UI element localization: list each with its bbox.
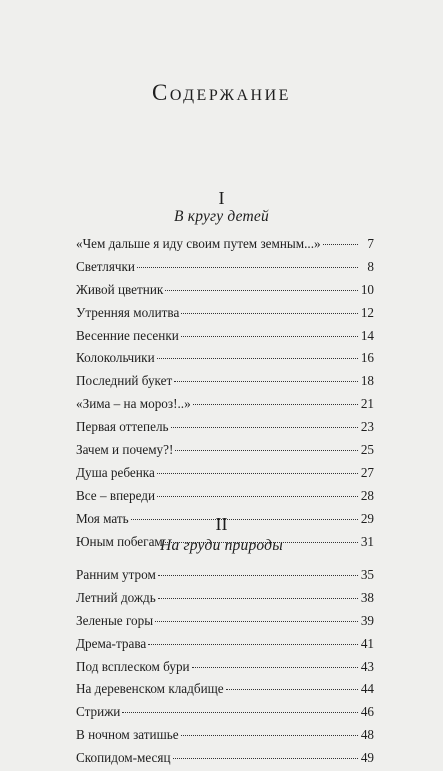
- toc-entry: [76, 370, 374, 393]
- entry-page-number: 38: [360, 589, 374, 605]
- toc-entry: [76, 564, 374, 587]
- entry-title: Стрижи: [76, 704, 121, 720]
- entry-page-number: 27: [360, 464, 374, 480]
- entry-title: Зачем и почему?!: [76, 442, 174, 458]
- entry-page-number: 44: [360, 681, 374, 697]
- toc-entry: [76, 701, 374, 724]
- entry-title: На деревенском кладбище: [76, 681, 224, 697]
- toc-entry: [76, 439, 374, 462]
- dot-leader: [158, 575, 358, 576]
- entry-page-number: 43: [360, 658, 374, 674]
- entry-title: «Зима – на мороз!..»: [76, 396, 191, 412]
- entry-page-number: 48: [360, 727, 374, 743]
- toc-entry: [76, 302, 374, 325]
- section-title: На груди природы: [160, 537, 283, 554]
- entry-title: Первая оттепель: [76, 419, 169, 435]
- entry-page-number: 10: [360, 281, 374, 297]
- entry-title: Утренняя молитва: [76, 304, 180, 320]
- entry-title: Летний дождь: [76, 589, 156, 605]
- toc-entry: [76, 747, 374, 770]
- entry-page-number: 29: [360, 510, 374, 526]
- section-title: В кругу детей: [174, 208, 269, 225]
- toc-entry: [76, 485, 374, 508]
- toc-entry: [76, 462, 374, 485]
- dot-leader: [173, 758, 358, 759]
- entry-title: Последний букет: [76, 373, 173, 389]
- dot-leader: [192, 667, 358, 668]
- toc-entry: [76, 416, 374, 439]
- toc-entry: [76, 393, 374, 416]
- toc-entry: [76, 233, 374, 256]
- entry-page-number: 46: [360, 704, 374, 720]
- entry-title: Душа ребенка: [76, 464, 155, 480]
- entry-title: Скопидом-месяц: [76, 750, 171, 766]
- dot-leader: [148, 644, 358, 645]
- entry-page-number: 18: [360, 373, 374, 389]
- entry-page-number: 31: [360, 533, 374, 549]
- entry-title: Колокольчики: [76, 350, 155, 366]
- entry-page-number: 8: [367, 258, 374, 274]
- entry-page-number: 28: [360, 487, 374, 503]
- dot-leader: [171, 427, 358, 428]
- toc-entry: [76, 325, 374, 348]
- entry-title: Светлячки: [76, 258, 135, 274]
- dot-leader: [157, 358, 358, 359]
- entry-page-number: 23: [360, 419, 374, 435]
- dot-leader: [175, 450, 358, 451]
- dot-leader: [137, 267, 358, 268]
- dot-leader: [181, 735, 358, 736]
- entry-page-number: 7: [367, 236, 374, 251]
- toc-entry: [76, 610, 374, 633]
- toc-entry: [76, 347, 374, 370]
- entry-title: В ночном затишье: [76, 727, 179, 743]
- entry-page-number: 39: [360, 612, 374, 628]
- entry-title: «Чем дальше я иду своим путем земным...»: [76, 236, 321, 251]
- toc-entry: [76, 724, 374, 747]
- entry-title: Юным побегам: [76, 533, 163, 549]
- entry-page-number: 16: [360, 350, 374, 366]
- dot-leader: [323, 244, 358, 245]
- entry-page-number: 14: [360, 327, 374, 343]
- entry-title: Живой цветник: [76, 281, 164, 297]
- dot-leader: [158, 598, 358, 599]
- entry-page-number: 25: [360, 442, 374, 458]
- entry-title: Все – впереди: [76, 487, 156, 503]
- entry-title: Под всплеском бури: [76, 658, 190, 674]
- entry-title: Зеленые горы: [76, 612, 154, 628]
- toc-entry: [76, 633, 374, 656]
- page-title: Содержание: [152, 80, 291, 105]
- entry-page-number: 21: [360, 396, 374, 412]
- toc-entry: [76, 279, 374, 302]
- entry-title: Моя мать: [76, 510, 129, 526]
- dot-leader: [226, 689, 358, 690]
- dot-leader: [157, 473, 358, 474]
- dot-leader: [193, 404, 358, 405]
- dot-leader: [181, 336, 358, 337]
- dot-leader: [174, 381, 358, 382]
- entry-title: Дрема-трава: [76, 635, 147, 651]
- section-number: I: [218, 188, 225, 208]
- toc-entry: [76, 678, 374, 701]
- toc-entry: [76, 656, 374, 679]
- dot-leader: [157, 496, 358, 497]
- entry-page-number: 35: [360, 567, 374, 582]
- section-number: II: [215, 514, 228, 534]
- dot-leader: [122, 712, 358, 713]
- toc-list: [76, 233, 374, 553]
- entry-title: Весенние песенки: [76, 327, 179, 343]
- toc-list: [76, 564, 374, 770]
- entry-title: Ранним утром: [76, 567, 156, 582]
- entry-page-number: 12: [360, 304, 374, 320]
- toc-entry: [76, 587, 374, 610]
- dot-leader: [181, 313, 358, 314]
- entry-page-number: 41: [360, 635, 374, 651]
- dot-leader: [155, 621, 358, 622]
- toc-entry: [76, 256, 374, 279]
- dot-leader: [165, 290, 358, 291]
- entry-page-number: 49: [360, 750, 374, 766]
